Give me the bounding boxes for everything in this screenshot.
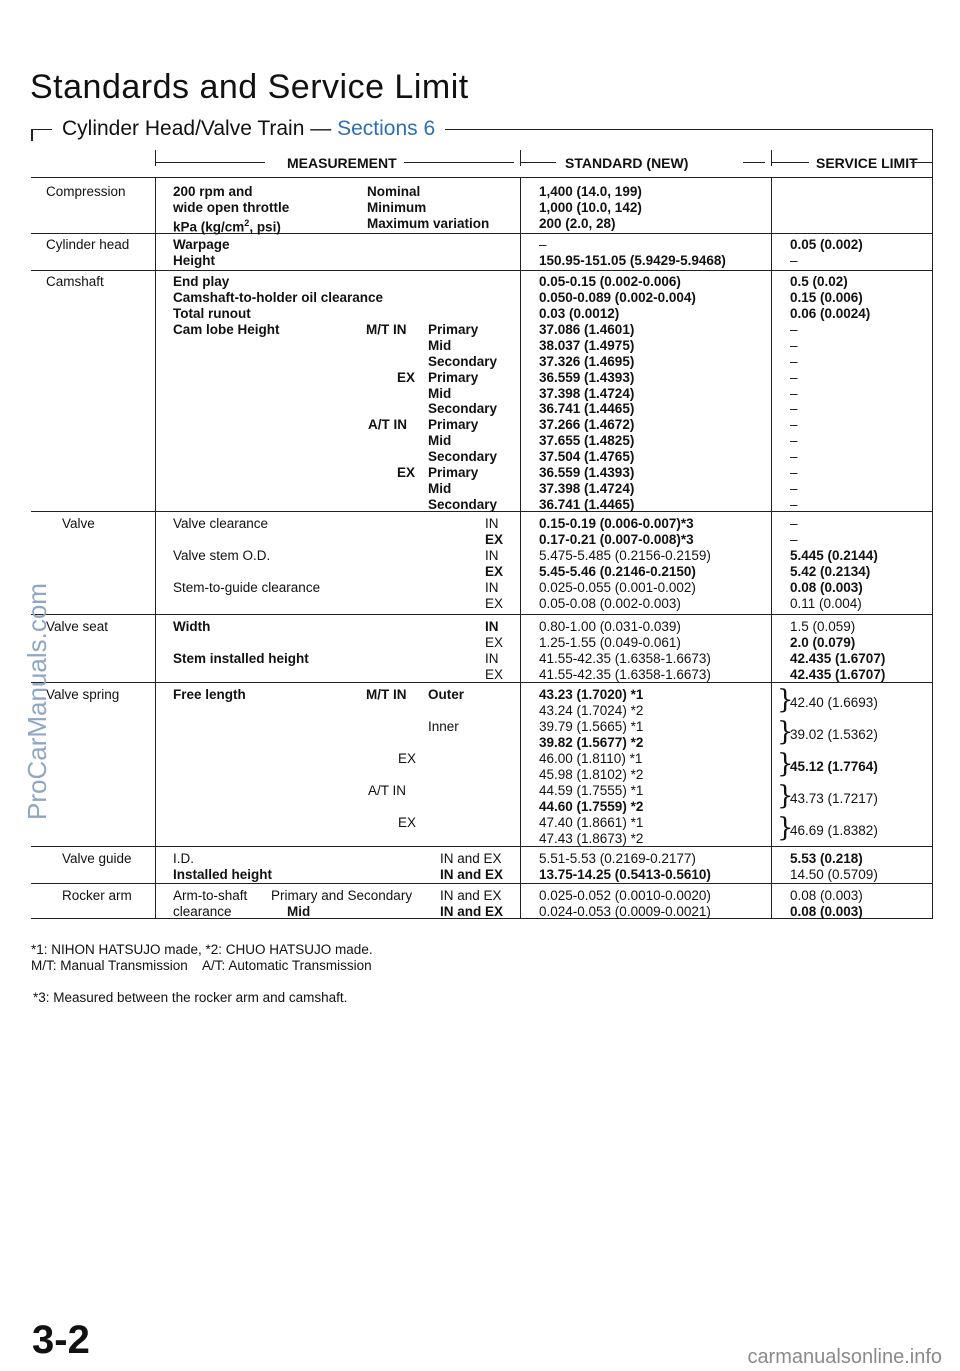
lobe-label: Primary — [428, 465, 479, 480]
footnote: *1: NIHON HATSUJO made, *2: CHUO HATSUJO made. — [31, 942, 373, 957]
transmission-label: M/T IN — [366, 687, 407, 702]
row-divider — [31, 177, 932, 178]
standard-value: – — [539, 237, 547, 252]
service-value: 42.435 (1.6707) — [790, 667, 886, 682]
header-service: SERVICE LIMIT — [816, 155, 918, 171]
header-rule — [404, 162, 514, 163]
footer-url[interactable]: carmanualsonline.info — [747, 1346, 942, 1368]
in-ex-label: IN — [485, 516, 499, 531]
transmission-label: A/T IN — [368, 783, 407, 798]
service-value: 0.08 (0.003) — [790, 888, 863, 903]
standard-value: 37.504 (1.4765) — [539, 449, 635, 464]
transmission-label: M/T IN — [366, 322, 407, 337]
standard-value: 45.98 (1.8102) *2 — [539, 767, 644, 782]
service-value: – — [790, 354, 798, 369]
column-divider — [771, 177, 772, 918]
standard-value: 0.05-0.15 (0.002-0.006) — [539, 274, 681, 289]
spring-position: Outer — [428, 687, 465, 702]
item-cylinder-head: Cylinder head — [46, 237, 130, 252]
lobe-label: Primary — [428, 370, 479, 385]
standard-value: 36.559 (1.4393) — [539, 370, 635, 385]
standard-value: 13.75-14.25 (0.5413-0.5610) — [539, 867, 711, 882]
service-value: – — [790, 433, 798, 448]
measure-sub: Minimum — [367, 200, 427, 215]
lobe-label: Secondary — [428, 449, 498, 464]
service-value: – — [790, 497, 798, 512]
in-ex-label: IN and EX — [440, 867, 504, 882]
spring-position: Inner — [428, 719, 459, 734]
standard-value: 0.025-0.055 (0.001-0.002) — [539, 580, 696, 595]
page-title: Standards and Service Limit — [30, 68, 469, 106]
measure-label: 200 rpm and — [173, 184, 253, 199]
in-ex-label: EX — [485, 667, 504, 682]
standard-value: 200 (2.0, 28) — [539, 216, 616, 231]
standard-value: 0.80-1.00 (0.031-0.039) — [539, 619, 681, 634]
standard-value: 0.024-0.053 (0.0009-0.0021) — [539, 904, 711, 919]
measure-label: clearance — [173, 904, 232, 919]
service-value: 0.05 (0.002) — [790, 237, 863, 252]
service-value: 1.5 (0.059) — [790, 619, 856, 634]
standard-value: 38.037 (1.4975) — [539, 338, 635, 353]
service-value: – — [790, 465, 798, 480]
standard-value: 46.00 (1.8110) *1 — [539, 751, 643, 766]
service-value: 0.15 (0.006) — [790, 290, 863, 305]
header-divider — [155, 150, 156, 166]
standard-value: 41.55-42.35 (1.6358-1.6673) — [539, 651, 711, 666]
footnote: *3: Measured between the rocker arm and camshaft. — [33, 990, 348, 1005]
lobe-label: Secondary — [428, 401, 498, 416]
item-valve-spring: Valve spring — [46, 687, 120, 702]
service-value: – — [790, 481, 798, 496]
standard-value: 44.60 (1.7559) *2 — [539, 799, 644, 814]
brace-icon: } — [777, 749, 794, 779]
brace-icon: } — [777, 813, 794, 843]
measure-label: Free length — [173, 687, 246, 702]
lobe-label: Primary — [428, 322, 479, 337]
item-camshaft: Camshaft — [46, 274, 104, 289]
measure-label: wide open throttle — [173, 200, 290, 215]
standard-value: 39.79 (1.5665) *1 — [539, 719, 644, 734]
brace-icon: } — [777, 717, 794, 747]
service-value: 43.73 (1.7217) — [790, 791, 878, 806]
transmission-label: EX — [398, 815, 417, 830]
measure-label: Cam lobe Height — [173, 322, 280, 337]
header-measurement: MEASUREMENT — [287, 155, 397, 171]
service-value: – — [790, 322, 798, 337]
service-value: 5.445 (0.2144) — [790, 548, 878, 563]
measure-label: Valve stem O.D. — [173, 548, 271, 563]
standard-value: 0.17-0.21 (0.007-0.008)*3 — [539, 532, 694, 547]
standard-value: 5.51-5.53 (0.2169-0.2177) — [539, 851, 696, 866]
brace-icon: } — [777, 685, 794, 715]
transmission-label: EX — [397, 465, 416, 480]
service-value: – — [790, 370, 798, 385]
brace-icon: } — [777, 781, 794, 811]
standard-value: 0.05-0.08 (0.002-0.003) — [539, 596, 681, 611]
sections-link[interactable]: Sections 6 — [337, 117, 436, 140]
in-ex-label: IN and EX — [440, 851, 502, 866]
header-divider — [520, 150, 521, 166]
measure-label: Width — [173, 619, 211, 634]
measure-label: I.D. — [173, 851, 195, 866]
standard-value: 0.15-0.19 (0.006-0.007)*3 — [539, 516, 694, 531]
service-value: 42.435 (1.6707) — [790, 651, 886, 666]
service-value: 0.5 (0.02) — [790, 274, 848, 289]
lobe-label: Mid — [428, 386, 452, 401]
standard-value: 47.43 (1.8673) *2 — [539, 831, 644, 846]
standard-value: 5.45-5.46 (0.2146-0.2150) — [539, 564, 696, 579]
measure-label: kPa ($kg/cm^2$, psi) — [173, 218, 281, 235]
item-compression: Compression — [46, 184, 126, 199]
service-value: 0.06 (0.0024) — [790, 306, 871, 321]
standard-value: 0.03 (0.0012) — [539, 306, 620, 321]
standard-value: 37.655 (1.4825) — [539, 433, 635, 448]
service-value: – — [790, 253, 798, 268]
header-standard: STANDARD (NEW) — [565, 155, 689, 171]
header-rule — [743, 162, 765, 163]
in-ex-label: IN — [485, 548, 499, 563]
row-divider — [31, 614, 932, 615]
header-rule — [911, 162, 932, 163]
measure-sub: Primary and Secondary — [271, 888, 413, 903]
measure-label: Valve clearance — [173, 516, 269, 531]
measure-sub: Mid — [287, 904, 311, 919]
standard-value: 36.741 (1.4465) — [539, 401, 635, 416]
service-value: – — [790, 401, 798, 416]
standard-value: 37.326 (1.4695) — [539, 354, 635, 369]
measure-label: Total runout — [173, 306, 251, 321]
measure-label: Height — [173, 253, 215, 268]
row-divider — [31, 846, 932, 847]
header-divider — [771, 150, 772, 166]
standard-value: 1.25-1.55 (0.049-0.061) — [539, 635, 681, 650]
item-valve: Valve — [62, 516, 95, 531]
standard-value: 37.398 (1.4724) — [539, 386, 635, 401]
service-value: – — [790, 449, 798, 464]
subtitle-text: Cylinder Head/Valve Train — [62, 117, 305, 140]
service-value: – — [790, 417, 798, 432]
standard-value: 41.55-42.35 (1.6358-1.6673) — [539, 667, 711, 682]
standard-value: 36.741 (1.4465) — [539, 497, 635, 512]
in-ex-label: EX — [485, 532, 504, 547]
transmission-label: EX — [398, 751, 417, 766]
measure-label: Installed height — [173, 867, 273, 882]
standard-value: 150.95-151.05 (5.9429-5.9468) — [539, 253, 726, 268]
row-divider — [31, 233, 932, 234]
service-value: 0.08 (0.003) — [790, 904, 863, 919]
service-value: 39.02 (1.5362) — [790, 727, 878, 742]
row-divider — [31, 883, 932, 884]
standard-value: 36.559 (1.4393) — [539, 465, 635, 480]
standard-value: 37.266 (1.4672) — [539, 417, 635, 432]
service-value: 5.42 (0.2134) — [790, 564, 871, 579]
standard-value: 37.398 (1.4724) — [539, 481, 635, 496]
in-ex-label: EX — [485, 564, 504, 579]
service-value: – — [790, 532, 798, 547]
service-value: 46.69 (1.8382) — [790, 823, 878, 838]
lobe-label: Secondary — [428, 497, 498, 512]
measure-label: Stem-to-guide clearance — [173, 580, 321, 595]
item-valve-seat: Valve seat — [46, 619, 109, 634]
lobe-label: Mid — [428, 338, 452, 353]
item-rocker-arm: Rocker arm — [62, 888, 132, 903]
footnote: M/T: Manual Transmission A/T: Automatic Transmission — [31, 958, 372, 973]
standard-value: 47.40 (1.8661) *1 — [539, 815, 644, 830]
transmission-label: EX — [397, 370, 416, 385]
in-ex-label: IN — [485, 651, 499, 666]
standard-value: 0.050-0.089 (0.002-0.004) — [539, 290, 696, 305]
service-value: 45.12 (1.7764) — [790, 759, 878, 774]
standard-value: 0.025-0.052 (0.0010-0.0020) — [539, 888, 711, 903]
header-rule — [771, 162, 809, 163]
standard-value: 39.82 (1.5677) *2 — [539, 735, 644, 750]
service-value: – — [790, 386, 798, 401]
in-ex-label: EX — [485, 596, 504, 611]
standard-value: 1,400 (14.0, 199) — [539, 184, 642, 199]
in-ex-label: IN and EX — [440, 888, 502, 903]
standard-value: 5.475-5.485 (0.2156-0.2159) — [539, 548, 711, 563]
lobe-label: Mid — [428, 433, 452, 448]
measure-label: Camshaft-to-holder oil clearance — [173, 290, 384, 305]
service-value: 5.53 (0.218) — [790, 851, 863, 866]
service-value: – — [790, 516, 798, 531]
service-value: 14.50 (0.5709) — [790, 867, 878, 882]
row-divider — [31, 270, 932, 271]
service-value: 0.11 (0.004) — [790, 596, 862, 611]
lobe-label: Mid — [428, 481, 452, 496]
measure-sub: Nominal — [367, 184, 421, 199]
header-rule — [155, 162, 265, 163]
service-value: – — [790, 338, 798, 353]
item-valve-guide: Valve guide — [62, 851, 132, 866]
watermark-text: ProCarManuals.com — [22, 583, 52, 820]
service-value: 2.0 (0.079) — [790, 635, 856, 650]
subtitle-dash: — — [310, 117, 332, 140]
measure-sub: Maximum variation — [367, 216, 490, 231]
standard-value: 43.23 (1.7020) *1 — [539, 687, 644, 702]
service-value: 0.08 (0.003) — [790, 580, 863, 595]
in-ex-label: IN — [485, 619, 499, 634]
measure-label: Arm-to-shaft — [173, 888, 248, 903]
in-ex-label: IN and EX — [440, 904, 504, 919]
column-divider — [155, 177, 156, 918]
in-ex-label: EX — [485, 635, 504, 650]
header-rule — [520, 162, 556, 163]
standard-value: 44.59 (1.7555) *1 — [539, 783, 644, 798]
column-divider — [520, 177, 521, 918]
measure-label: Warpage — [173, 237, 230, 252]
lobe-label: Secondary — [428, 354, 498, 369]
measure-label: End play — [173, 274, 230, 289]
standard-value: 1,000 (10.0, 142) — [539, 200, 642, 215]
standard-value: 43.24 (1.7024) *2 — [539, 703, 644, 718]
page-number: 3-2 — [32, 1318, 90, 1362]
in-ex-label: IN — [485, 580, 499, 595]
lobe-label: Primary — [428, 417, 479, 432]
service-value: 42.40 (1.6693) — [790, 695, 878, 710]
transmission-label: A/T IN — [368, 417, 407, 432]
measure-label: Stem installed height — [173, 651, 309, 666]
standard-value: 37.086 (1.4601) — [539, 322, 635, 337]
